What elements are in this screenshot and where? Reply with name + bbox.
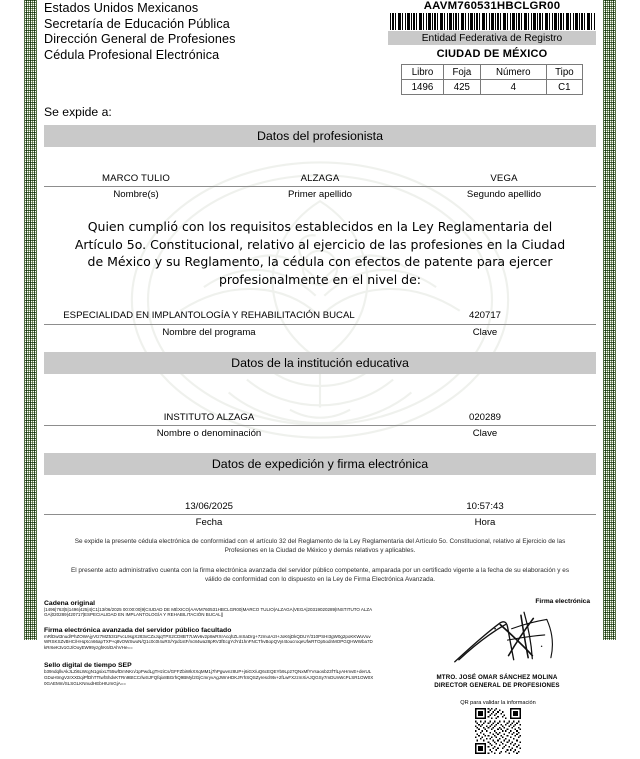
time-value: 10:57:43	[466, 500, 504, 512]
cadena-original-title: Cadena original	[44, 599, 95, 607]
field-program-clave	[374, 310, 596, 338]
date-value: 13/06/2025	[184, 500, 233, 512]
last-name-1-label: Primer apellido	[288, 189, 352, 200]
time-label: Hora	[474, 516, 496, 528]
field-program-name	[44, 310, 374, 338]
document-header	[44, 0, 596, 95]
field-last-name-2	[412, 173, 596, 200]
field-last-name-1	[228, 173, 412, 200]
institution-clave-label: Clave	[472, 427, 498, 439]
date-label: Fecha	[195, 516, 223, 528]
col-header-tipo: Tipo	[546, 65, 582, 80]
field-institution-name	[44, 412, 374, 439]
field-first-name	[44, 173, 228, 200]
program-row	[44, 310, 596, 338]
certificate-page	[44, 0, 596, 706]
field-date	[44, 501, 374, 528]
cadena-original-value: |1496|763|5|1496|425|4|C1|13/06/2025 00:00:00|9|CIUDAD DE MÉXICO|AAVM760531HBCLGR00|MARCO TULIO|ALZAGA|VEGA|20319020289|INSTITUTO ALZAGA|020289|420717|ESPECIALIDAD EN IMPLANTOLOGÍA Y REHABILITACIÓN BUCAL||	[44, 606, 373, 618]
ornamental-border-right	[601, 0, 618, 640]
program-name-label: Nombre del programa	[162, 326, 256, 338]
fineprint-paragraph-2: El presente acto administrativo cuenta con la firma electrónica avanzada del servidor público competente, amparada por un certificado vigente a la fecha de su elaboración y es válido de conformidad con lo dispuesto en la Ley de Firma Electrónica Avanzada.	[70, 566, 570, 583]
last-name-2-label: Segundo apellido	[466, 189, 542, 200]
program-clave-value: 420717	[468, 310, 501, 321]
cell-tipo: C1	[546, 80, 582, 95]
last-name-1-value: ALZAGA	[300, 173, 340, 184]
program-name-value: ESPECIALIDAD EN IMPLANTOLOGÍA Y REHABILITACIÓN BUCAL	[63, 310, 355, 321]
field-time	[374, 501, 596, 528]
first-name-value: MARCO TULIO	[101, 173, 171, 184]
field-institution-clave	[374, 412, 596, 439]
program-clave-label: Clave	[472, 326, 498, 338]
institution-name-label: Nombre o denominación	[156, 427, 262, 439]
issuer-line-3: Dirección General de Profesiones	[44, 32, 236, 47]
issuance-row	[44, 501, 596, 528]
first-name-label: Nombre(s)	[113, 189, 159, 200]
institution-row	[44, 412, 596, 439]
issuer-titles	[44, 0, 236, 63]
firma-electronica-label: Firma electrónica	[535, 597, 590, 605]
curp-value: AAVM760531HBCLGR00	[423, 0, 561, 12]
last-name-2-value: VEGA	[490, 173, 518, 184]
issuer-line-1: Estados Unidos Mexicanos	[44, 1, 199, 15]
ornamental-border-left	[22, 0, 39, 640]
issuer-line-2: Secretaría de Educación Pública	[44, 16, 230, 31]
registry-block	[388, 0, 596, 95]
table-row	[402, 80, 583, 95]
col-header-numero: Número	[480, 65, 546, 80]
entidad-value: CIUDAD DE MÉXICO	[436, 48, 548, 60]
section-header-issuance: Datos de expedición y firma electrónica	[44, 453, 596, 475]
handwritten-signature	[445, 606, 570, 668]
signature-zone	[44, 597, 596, 706]
issuer-line-4: Cédula Profesional Electrónica	[44, 47, 220, 62]
sello-digital-title: Sello digital de tiempo SEP	[44, 662, 132, 670]
cell-numero: 4	[480, 80, 546, 95]
sello-digital-value: b39ndqllvAkJLZi6LWcgN1gsixLT55wfDmNKn/1pPwdLgTHziCs/GFFZbiWkXXqMM1j7hPgwvnz8UP+j6iGX/uQ6cEQEYb9Lp27QNxMfYVsaosb23fTlLyAHmvE+derULGDuHtmgV2rXXDqiPfDhTTtwfShdvKTRn9BtCCrlwSJFQfqix8BGrhQ9BMyl2GjCmryvAgJWnHDKJFrhSQSZyrescl9tv+2fLwFXzzmXiAJQGSy7mDUnWcPLSR1OW0X0GAEMm/SLSGLKNnudHEbHIUmGjA==	[44, 669, 374, 686]
col-header-foja: Foja	[443, 65, 480, 80]
qr-code[interactable]	[475, 708, 521, 754]
issued-to-label: Se expide a:	[44, 105, 112, 119]
fineprint-paragraph-1: Se expide la presente cédula electrónica de conformidad con el artículo 32 del Reglamento de la Ley Reglamentaria del Artículo 5o. Constitucional, relativo al Ejercicio de las Profesiones en la Ciudad de México y demás relativos y aplicables.	[74, 537, 566, 554]
barcode	[390, 13, 595, 30]
section-header-professional: Datos del profesionista	[44, 125, 596, 147]
signer-role: DIRECTOR GENERAL DE PROFESIONES	[434, 681, 560, 689]
signer-name: MTRO. JOSÉ OMAR SÁNCHEZ MOLINA	[436, 673, 558, 681]
entidad-label: Entidad Federativa de Registro	[388, 31, 596, 45]
legal-statement: Quien cumplió con los requisitos establecidos en la Ley Reglamentaria del Artículo 5o. Constitucional, relativo al ejercicio de las profesiones en la Ciudad de México y su Reglamento, la cédula con efectos de patente para ejercer profesionalmente en el nivel de:	[74, 219, 566, 287]
institution-clave-value: 020289	[468, 411, 501, 423]
professional-name-row	[44, 173, 596, 200]
col-header-libro: Libro	[402, 65, 444, 80]
table-row	[402, 65, 583, 80]
registry-table	[401, 64, 583, 95]
qr-section	[438, 700, 558, 759]
qr-caption: QR para validar la información	[460, 699, 536, 706]
firma-avanzada-title: Firma electrónica avanzada del servidor público facultado	[44, 626, 232, 634]
cell-libro: 1496	[402, 80, 444, 95]
cell-foja: 425	[443, 80, 480, 95]
institution-name-value: INSTITUTO ALZAGA	[163, 411, 255, 423]
firma-avanzada-value: mRlDwt3nud/PhZOWAjyVtz7MZ53I1FvcL9sgX283xCZxJqqTPS2CD8BT7LWv6v2p8wRXrAcqhZLmSaDrg+72muIA2I+JoK6jDkQDUY/310PSHI3gW0g2poKKWuVuvWRSKSZvBHC/HHqXcn66apTXP+q8vOWSwuN/Q1c0c0I4uRS/Ypd1stF/nc84wa28pRV3fEcgYdYd1hnFNCThvBopQVyI4toucroqeUfwRTOp5odnMOPGQHWWba7DkRr6eK3v1GJ/OoyEW99yzghK6/DAhVHe==	[44, 633, 373, 650]
section-header-institution: Datos de la institución educativa	[44, 352, 596, 374]
